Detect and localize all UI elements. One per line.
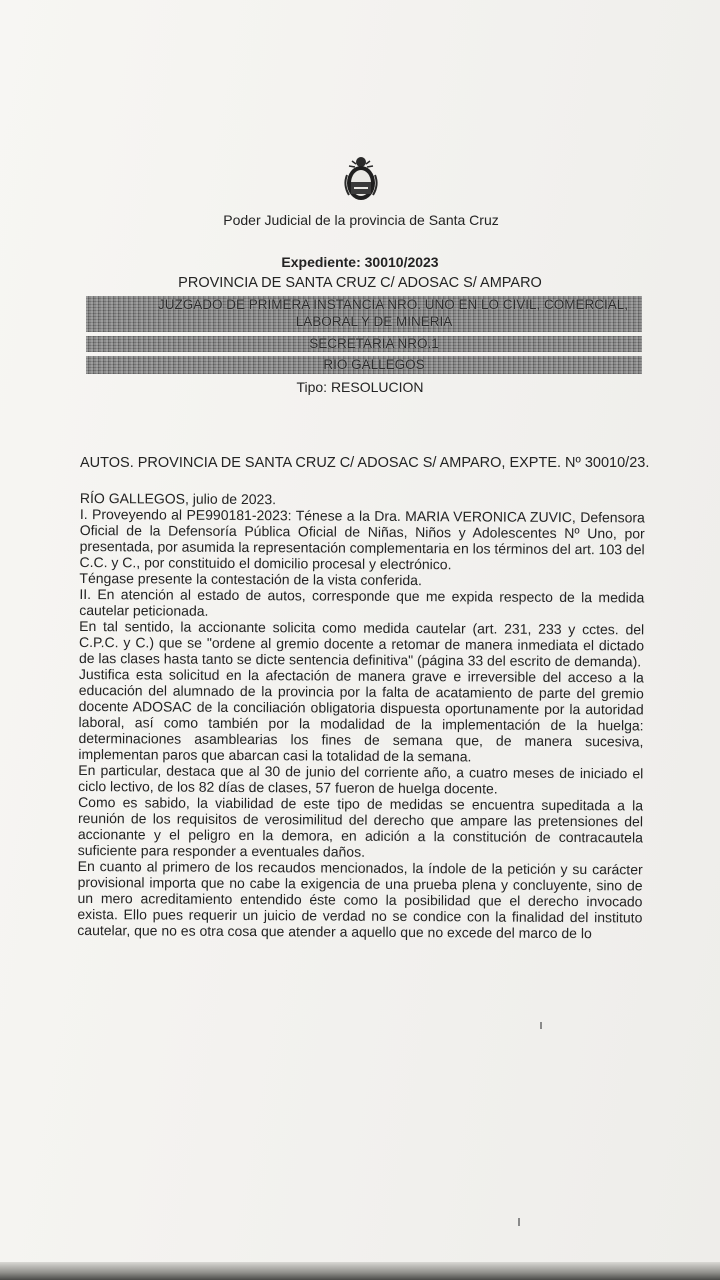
city-band: [86, 356, 642, 374]
issuing-office: Poder Judicial de la provincia de Santa Cruz: [223, 212, 499, 228]
city-label: RIO GALLEGOS: [323, 357, 425, 372]
document-type: Tipo: RESOLUCION: [296, 379, 424, 395]
paragraph: II. En atención al estado de autos, corresponde que me expida respecto de la medida cautelar peticionada.: [79, 585, 645, 619]
expediente-number: Expediente: 30010/2023: [281, 254, 439, 270]
secretaria-label: SECRETARIA NRO.1: [309, 336, 439, 351]
court-band: [86, 296, 642, 332]
case-title: PROVINCIA DE SANTA CRUZ C/ ADOSAC S/ AMPARO: [178, 275, 542, 291]
autos-line: AUTOS. PROVINCIA DE SANTA CRUZ C/ ADOSAC S/ AMPARO, EXPTE. Nº 30010/23.: [80, 455, 650, 471]
paragraph: Téngase presente la contestación de la vista conferida.: [79, 569, 422, 589]
paragraph: Justifica esta solicitud en la afectación de manera grave e irreversible del acceso a la educación del alumnado de la provincia por la falta de acatamiento de parte del gremio docente ADOSAC de la conciliación obligatoria dispuesta oportunamente por la autoridad laboral, así como también por la modalidad de la implementación de la huelga: determinaciones asamblearias los fines de semana que, de manera sucesiva, implementan paros que abarcan casi la totalidad de la semana.: [78, 665, 644, 765]
paragraph: En cuanto al primero de los recaudos mencionados, la índole de la petición y su carácter provisional importa que no cabe la exigencia de una prueba plena y concluyente, sino de un mero acreditamiento entendido éste como la posibilidad que el derecho invocado exista. Ello pues requerir un juicio de verdad no se condice con la finalidad del instituto cautelar, que no es otra cosa que atender a aquello que no excede del marco de lo: [77, 857, 643, 942]
paper-speck: [540, 1022, 542, 1029]
paper-speck: [518, 1218, 520, 1226]
paragraph: I. Proveyendo al PE990181-2023: Ténese a la Dra. MARIA VERONICA ZUVIC, Defensora Oficial de la Defensoría Pública Oficial de Niñas, Niños y Adolescentes Nº Uno, por presentada, por asumida la representación complementaria en los términos del art. 103 del C.C. y C., por constituido el domicilio procesal y electrónico.: [79, 505, 645, 573]
paragraph: En tal sentido, la accionante solicita como medida cautelar (art. 231, 233 y cctes. del C.P.C. y C.) que se "ordene al gremio docente a retomar de manera inmediata el dictado de las clases hasta tanto se dicte sentencia definitiva" (página 33 del escrito de demanda).: [78, 617, 645, 670]
paragraph: Como es sabido, la viabilidad de este tipo de medidas se encuentra supeditada a la reunión de los requisitos de verosimilitud del derecho que ampare las pretensiones del accionante y el peligro en la demora, en adición a la constitución de contracautela suficiente para responder a eventuales daños.: [77, 793, 644, 860]
court-line-1: JUZGADO DE PRIMERA INSTANCIA NRO. UNO EN LO CIVIL, COMERCIAL,: [157, 297, 629, 312]
paragraph: En particular, destaca que al 30 de junio del corriente año, a cuatro meses de iniciado el ciclo lectivo, de los 82 días de clases, 57 fueron de huelga docente.: [78, 761, 644, 797]
court-line-2: LABORAL Y DE MINERIA: [295, 314, 453, 329]
resolution-body: [77, 490, 645, 941]
date-line: RÍO GALLEGOS, julio de 2023.: [79, 490, 277, 508]
coat-of-arms-seal: [340, 155, 382, 203]
secretaria-band: [86, 336, 642, 352]
page-bottom-edge: [0, 1262, 720, 1280]
